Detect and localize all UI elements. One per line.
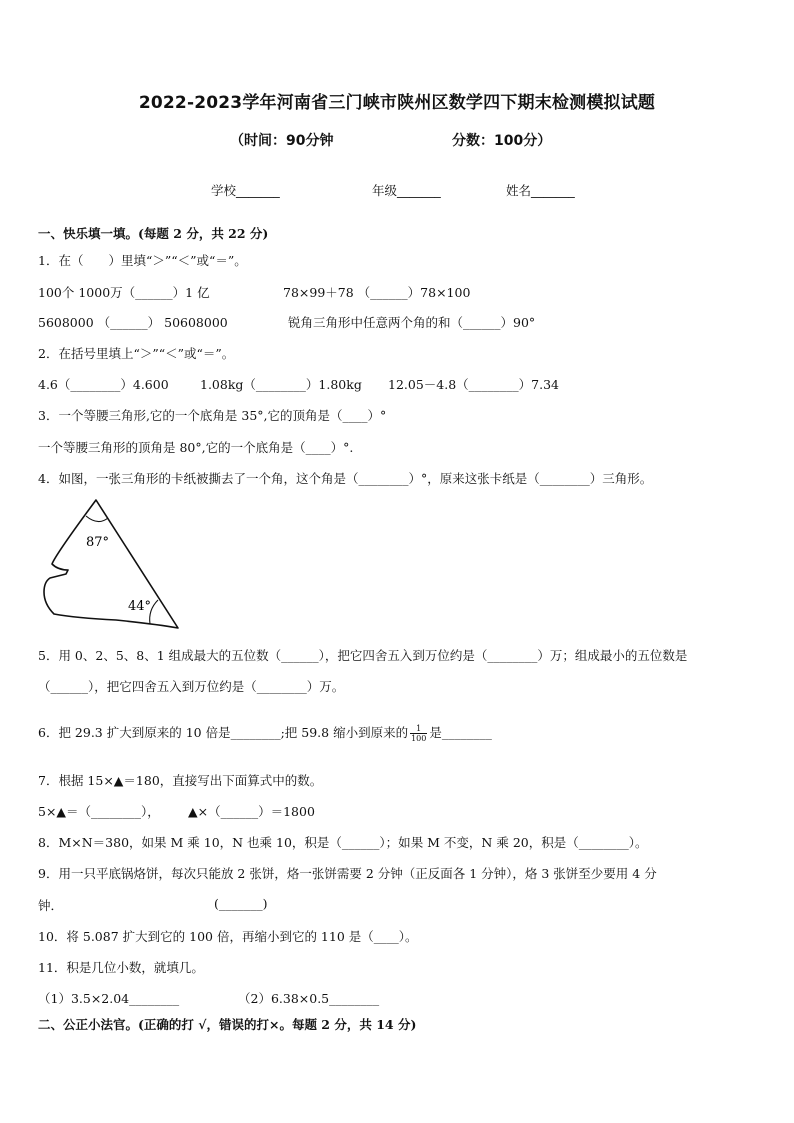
page-title: 2022-2023学年河南省三门峡市陕州区数学四下期末检测模拟试题 (138, 93, 656, 113)
angle-label-87: 87° (86, 535, 110, 550)
q1-row2 (38, 313, 758, 331)
q1-stem: 1．在（ ）里填“＞”“＜”或“＝”。 (38, 253, 247, 268)
q1-row1-a: 100个 1000万（______）1 亿 (38, 285, 210, 300)
top-angle-arc (86, 516, 108, 522)
q5-b: （______），把它四舍五入到万位约是（________）万。 (38, 679, 345, 694)
q4-stem: 4．如图，一张三角形的卡纸被撕去了一个角，这个角是（________）°，原来这张卡纸是（________）三角形。 (38, 471, 653, 486)
angle-label-44: 44° (128, 599, 152, 614)
q6-post: 是________ (429, 725, 492, 740)
q2-c: 12.05－4.8（________）7.34 (388, 377, 559, 392)
q5-a: 5．用 0、2、5、8、1 组成最大的五位数（______），把它四舍五入到万位约是（________）万；组成最小的五位数是 (38, 648, 688, 663)
q2-a: 4.6（________）4.600 (38, 377, 169, 392)
q6-pre: 6．把 29.3 扩大到原来的 10 倍是________;把 59.8 缩小到原来的 (38, 725, 409, 740)
time-limit: （时间：90分钟 (230, 133, 334, 149)
q7-row (38, 802, 758, 820)
q1-row1 (38, 283, 758, 301)
school-field: 学校_______ (211, 183, 280, 198)
q3-b: 一个等腰三角形的顶角是 80°,它的一个底角是（____）°. (38, 440, 354, 455)
q7-b: ▲×（______）＝1800 (188, 804, 315, 819)
q7-stem: 7．根据 15×▲＝180，直接写出下面算式中的数。 (38, 773, 323, 788)
q1-row2-a: 5608000 （______） 50608000 (38, 315, 228, 330)
section1-heading: 一、快乐填一填。(每题 2 分，共 22 分) (38, 226, 269, 241)
total-score: 分数：100分） (452, 133, 552, 149)
q11-b: （2）6.38×0.5________ (238, 991, 380, 1006)
q2-stem: 2．在括号里填上“＞”“＜”或“＝”。 (38, 346, 235, 361)
torn-triangle-figure (36, 494, 186, 634)
q6 (38, 723, 492, 743)
q10: 10．将 5.087 扩大到它的 100 倍，再缩小到它的 110 是（____）。 (38, 929, 418, 944)
q2-b: 1.08kg（________）1.80kg (200, 377, 362, 392)
q6-frac-num: 1 (410, 724, 427, 734)
q7-a: 5×▲＝（________）， (38, 804, 160, 819)
q9-a: 9．用一只平底锅烙饼，每次只能放 2 张饼，烙一张饼需要 2 分钟（正反面各 1 分钟），烙 3 张饼至少要用 4 分 (38, 866, 657, 881)
section2-heading: 二、公正小法官。(正确的打 √，错误的打×。每题 2 分，共 14 分) (38, 1017, 417, 1032)
q6-fraction (410, 724, 427, 743)
q11-row (38, 989, 758, 1007)
q9-blank: (_______) (214, 896, 268, 911)
q11-stem: 11．积是几位小数，就填几。 (38, 960, 204, 975)
torn-triangle-outline (44, 500, 178, 628)
q1-row1-b: 78×99＋78 （______）78×100 (283, 285, 471, 300)
q1-row2-b: 锐角三角形中任意两个角的和（______）90° (288, 315, 536, 330)
q9-row2 (38, 896, 758, 914)
q6-frac-den: 100 (411, 734, 427, 743)
q11-a: （1）3.5×2.04________ (38, 991, 180, 1006)
grade-field: 年级_______ (372, 183, 441, 198)
q2-row (38, 375, 758, 393)
q3-a: 3．一个等腰三角形,它的一个底角是 35°,它的顶角是（____）° (38, 408, 387, 423)
q9-b: 钟． (38, 898, 64, 913)
name-field: 姓名_______ (506, 183, 575, 198)
q8: 8．M×N＝380，如果 M 乘 10，N 也乘 10，积是（______）；如果 M 不变，N 乘 20，积是（________）。 (38, 835, 648, 850)
